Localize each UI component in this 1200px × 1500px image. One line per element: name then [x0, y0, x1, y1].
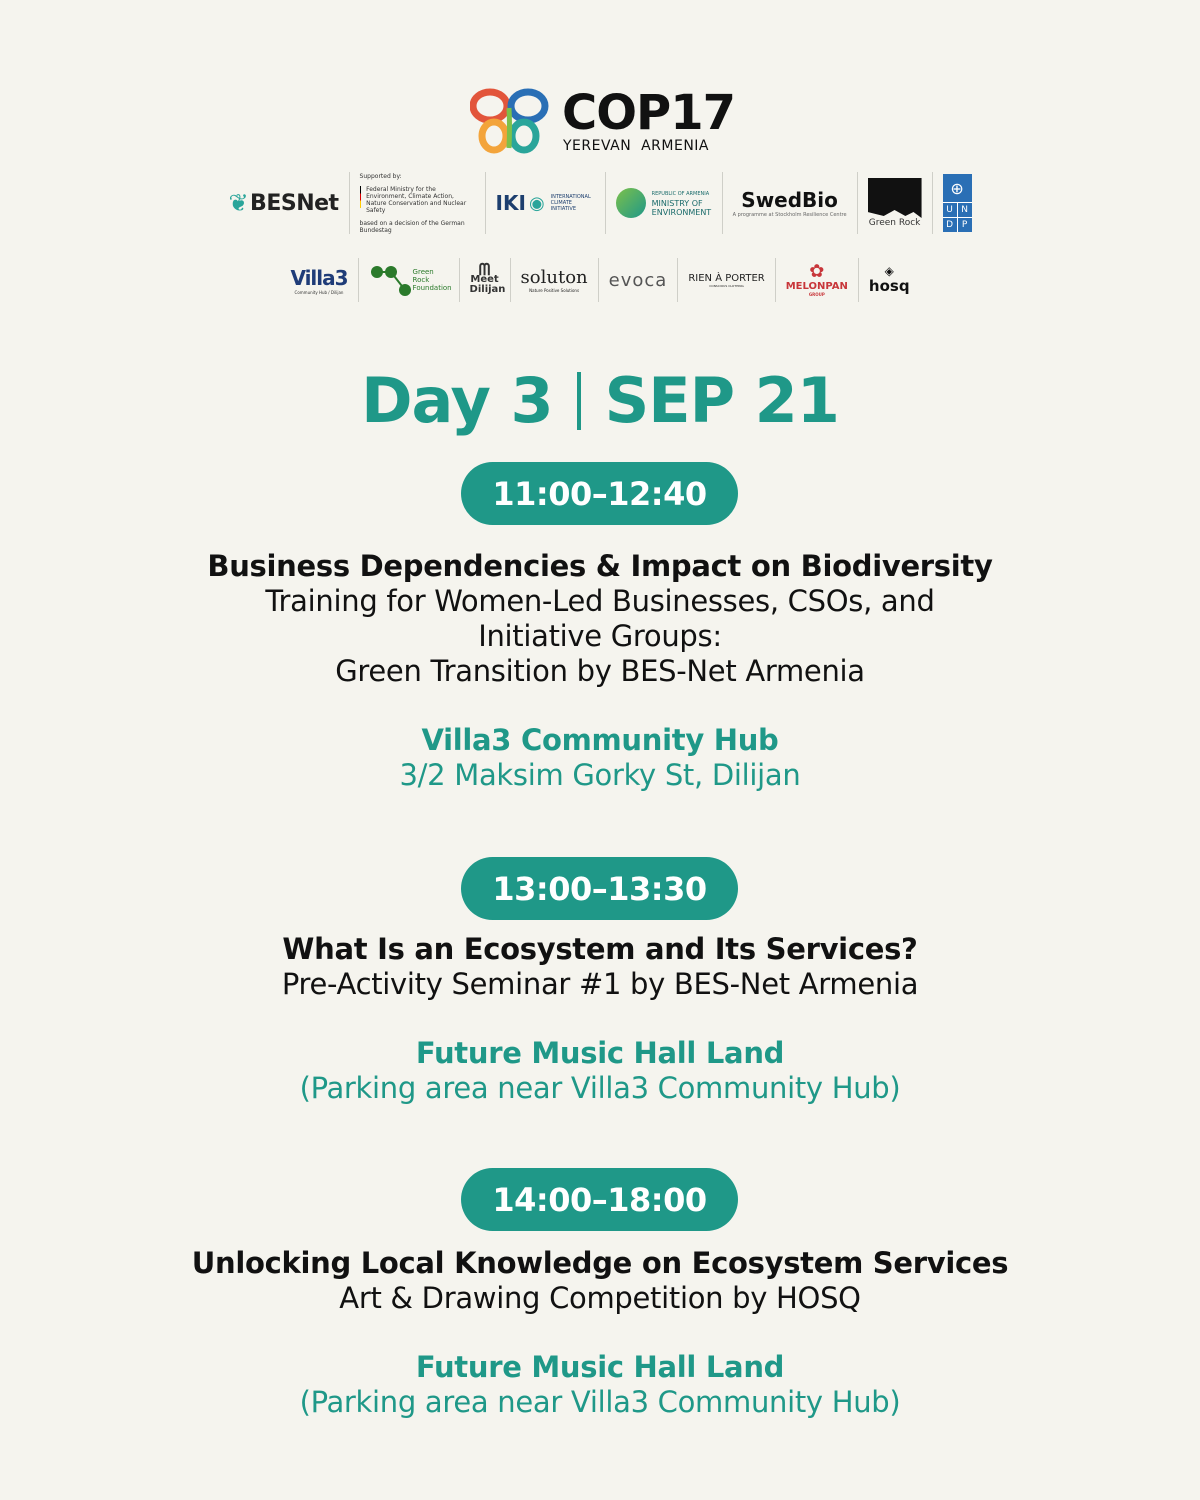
hosq-name: hosq [868, 277, 910, 295]
event-location [0, 1036, 1200, 1106]
event-venue: Villa3 Community Hub [421, 723, 779, 757]
bmu-top-text: Supported by: [359, 172, 402, 180]
rien-a-porter-sub: CONSCIOUS CLOTHING [709, 283, 744, 288]
event-venue: Future Music Hall Land [415, 1350, 785, 1384]
event-subtitle: Training for Women-Led Businesses, CSOs, and [265, 584, 935, 618]
green-rock-name: Green Rock [868, 218, 921, 228]
melonpan-name: MELONPAN [785, 281, 848, 292]
ministry-environment-logo [606, 172, 723, 234]
un-emblem-icon: ⊕ [943, 174, 972, 202]
evoca-logo [599, 258, 679, 302]
event-address: (Parking area near Villa3 Community Hub) [299, 1071, 901, 1105]
besnet-logo [218, 172, 349, 234]
event-subtitle: Green Transition by BES-Net Armenia [335, 654, 865, 688]
villa3-name: Villa3 [290, 265, 348, 290]
event-address: (Parking area near Villa3 Community Hub) [299, 1385, 901, 1419]
event-venue: Future Music Hall Land [415, 1036, 785, 1070]
cop17-logo [470, 85, 736, 158]
day-label: Day 3 [361, 364, 553, 437]
grf-name: Green Rock Foundation [412, 268, 452, 292]
event-time-pill: 13:00–13:30 [461, 857, 738, 920]
event-address: 3/2 Maksim Gorky St, Dilijan [399, 758, 801, 792]
meet-dilijan-name: Meet Dilijan [469, 274, 506, 295]
event-title: Unlocking Local Knowledge on Ecosystem Services [191, 1246, 1009, 1280]
cop17-title: COP17 [562, 85, 736, 141]
iki-circle-icon: ◉ [528, 192, 545, 214]
evoca-name: evoca [608, 269, 668, 291]
ministry-top-text: REPUBLIC OF ARMENIA [651, 190, 710, 197]
event-location [0, 723, 1200, 793]
event-title: What Is an Ecosystem and Its Services? [282, 932, 918, 966]
ministry-name: MINISTRY OF ENVIRONMENT [651, 198, 712, 217]
butterfly-icon [470, 86, 550, 158]
event-block [0, 1246, 1200, 1316]
iki-name: IKI [495, 191, 526, 215]
melonpan-sub: GROUP [808, 292, 825, 297]
green-rock-foundation-logo [359, 258, 460, 302]
melonpan-mark-icon: ✿ [809, 261, 825, 282]
rien-a-porter-name: RIEN À PORTER [688, 272, 765, 284]
undp-logo [933, 172, 982, 234]
undp-letter: D [943, 218, 957, 232]
ministry-emblem-icon [616, 188, 646, 218]
day-heading [0, 364, 1200, 437]
bmu-logo [350, 172, 486, 234]
bmu-name: Federal Ministry for the Environment, Climate Action, Nature Conservation and Nuclear Safety [366, 185, 467, 214]
event-time-pill: 14:00–18:00 [461, 1168, 738, 1231]
swedbio-name: SwedBio [741, 188, 838, 212]
villa3-sub: Community Hub / Dilijan [294, 289, 344, 295]
event-subtitle: Art & Drawing Competition by HOSQ [339, 1281, 861, 1315]
hosq-mark-icon: ◈ [884, 264, 894, 278]
swedbio-sub: A programme at Stockholm Resilience Centre [732, 212, 847, 218]
event-location [0, 1350, 1200, 1420]
villa3-logo [280, 258, 358, 302]
besnet-name: BESNet [250, 190, 339, 216]
day-date: SEP 21 [604, 364, 839, 437]
meet-dilijan-logo [460, 258, 511, 302]
meet-dilijan-mark-icon: ᗰ [478, 260, 491, 279]
soluton-name: soluton [520, 267, 588, 288]
event-subtitle: Pre-Activity Seminar #1 by BES-Net Armenia [281, 967, 919, 1001]
soluton-sub: Nature Positive Solutions [529, 288, 580, 293]
partner-logos-row-2 [0, 258, 1200, 302]
bmu-bottom-text: based on a decision of the German Bundestag [359, 219, 465, 234]
partner-logos-row-1 [0, 172, 1200, 234]
undp-letter: N [958, 203, 972, 217]
cop17-subtitle: YEREVAN ARMENIA [563, 138, 710, 154]
hosq-logo [859, 258, 920, 302]
melonpan-logo [776, 258, 859, 302]
german-flag-icon [360, 186, 362, 208]
rien-a-porter-logo [678, 258, 775, 302]
event-time-pill: 11:00–12:40 [461, 462, 738, 525]
undp-letter: U [943, 203, 957, 217]
event-block [0, 932, 1200, 1002]
soluton-logo [511, 258, 599, 302]
iki-logo [486, 172, 606, 234]
iki-sub: INTERNATIONAL CLIMATE INITIATIVE [550, 194, 591, 212]
grf-molecule-icon [369, 262, 413, 298]
event-block [0, 549, 1200, 689]
event-title: Business Dependencies & Impact on Biodiversity [207, 549, 993, 583]
green-rock-logo [858, 172, 933, 234]
heading-divider [577, 372, 581, 430]
green-rock-mark-icon [868, 178, 922, 218]
swedbio-logo [723, 172, 858, 234]
undp-letter: P [958, 218, 972, 232]
leaf-icon: ❦ [228, 189, 249, 217]
event-subtitle: Initiative Groups: [478, 619, 722, 653]
